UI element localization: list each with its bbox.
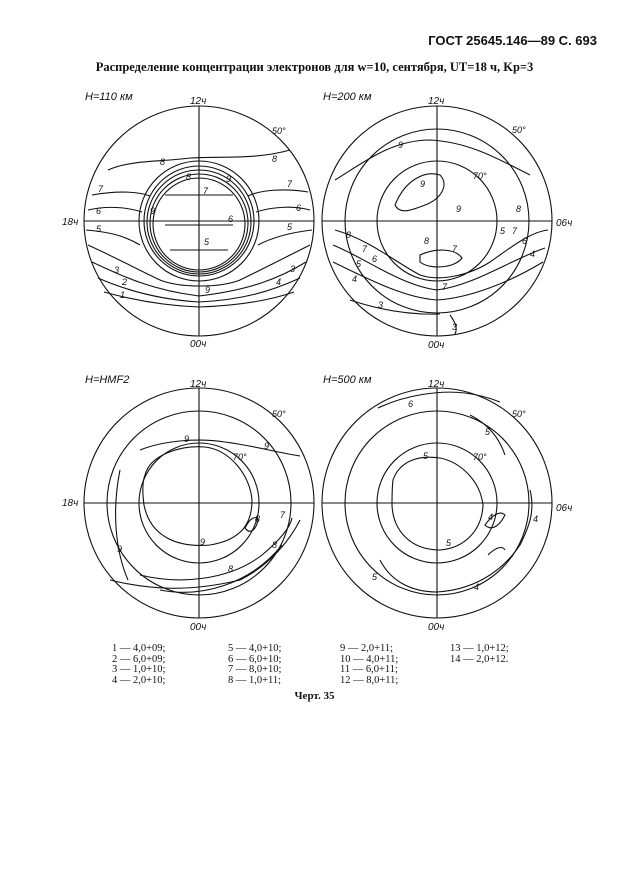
contour-label: 5: [485, 427, 491, 437]
hour-left-3: 18ч: [62, 498, 79, 509]
legend-column-3: [340, 644, 398, 686]
contour-label: 5: [500, 226, 506, 236]
contour-label: 7: [442, 282, 448, 292]
contour-label: 8: [272, 154, 278, 164]
contour-label: 2: [122, 277, 128, 287]
contour-label: 8: [160, 157, 166, 167]
contour-label: 8: [424, 236, 430, 246]
lat-inner-3: 70°: [233, 452, 247, 462]
legend-entry: 10 — 4,0+11;: [340, 653, 399, 665]
contour-label: 6: [96, 206, 102, 216]
contour-label: 5: [423, 451, 429, 461]
panel-labels: [62, 91, 572, 633]
contour-label: 6: [228, 214, 234, 224]
contour-label: 1: [120, 290, 126, 300]
legend-entry: 9 — 2,0+11;: [340, 643, 394, 654]
contour-label: 8: [228, 564, 234, 574]
hour-left-1: 18ч: [62, 217, 79, 228]
lat-outer-1: 50°: [272, 126, 286, 136]
contour-label: 8: [186, 172, 192, 182]
contour-label: 8: [272, 540, 278, 550]
height-label-4: H=500 км: [323, 374, 372, 386]
panel-500km: [322, 388, 552, 618]
legend-entry: 5 — 4,0+10;: [228, 643, 282, 654]
contour-label: 3: [290, 264, 296, 274]
contour-label: 3: [452, 322, 458, 332]
contour-label: 8: [255, 514, 261, 524]
height-label-2: H=200 км: [323, 91, 372, 103]
contour-label: 7: [280, 510, 286, 520]
contour-label: 7: [362, 244, 368, 254]
contour-label: 9: [456, 204, 462, 214]
contour-label: 5: [446, 538, 452, 548]
contour-label: 8: [346, 230, 352, 240]
contour-label: 4: [488, 512, 494, 522]
figure-caption: Черт. 35: [294, 690, 335, 702]
contour-label: 6: [372, 254, 378, 264]
contour-label: 6: [522, 236, 528, 246]
contour-label: 9: [398, 140, 404, 150]
hour-top-2: 12ч: [428, 96, 445, 107]
hour-bottom-3: 00ч: [190, 622, 207, 633]
contour-label: 9: [184, 434, 190, 444]
lat-inner-4: 70°: [473, 452, 487, 462]
hour-top-4: 12ч: [428, 379, 445, 390]
panel-200km: [322, 106, 552, 336]
contour-label: 4: [276, 277, 282, 287]
contour-label: 7: [452, 244, 458, 254]
hour-right-4: 06ч: [556, 503, 573, 514]
contour-label: 6: [296, 203, 302, 213]
height-label-1: H=110 км: [85, 91, 133, 103]
panel-hmf2: [84, 388, 314, 618]
contour-label: 7: [203, 186, 209, 196]
legend-entry: 8 — 1,0+11;: [228, 674, 282, 686]
contour-label: 4: [533, 514, 539, 524]
lat-outer-3: 50°: [272, 409, 286, 419]
hour-right-2: 06ч: [556, 218, 573, 229]
contour-label: 9: [200, 537, 206, 547]
hour-top-3: 12ч: [190, 379, 207, 390]
contour-labels: [96, 140, 538, 592]
legend-column-1: [112, 644, 165, 686]
height-label-3: H=HMF2: [85, 374, 130, 386]
contour-label: 7: [512, 226, 518, 236]
contour-label: 9: [226, 174, 232, 184]
legend-entry: 7 — 8,0+10;: [228, 664, 282, 675]
legend-entry: 1 — 4,0+09;: [112, 643, 166, 654]
contour-label: 5: [287, 222, 293, 232]
legend-entry: 12 — 8,0+11;: [340, 674, 399, 686]
legend-entry: 4 — 2,0+10;: [112, 674, 166, 686]
lat-outer-2: 50°: [512, 125, 526, 135]
legend-entry: 14 — 2,0+12.: [450, 653, 509, 665]
legend-column-2: [228, 644, 281, 686]
contour-label: 5: [356, 259, 362, 269]
contour-label: 4: [530, 249, 536, 259]
contour-label: 3: [378, 300, 384, 310]
legend-entry: 3 — 1,0+10;: [112, 664, 166, 675]
contour-label: 7: [98, 184, 104, 194]
lat-outer-4: 50°: [512, 409, 526, 419]
legend-entry: 11 — 6,0+11;: [340, 664, 398, 675]
legend-entry: 13 — 1,0+12;: [450, 643, 509, 654]
contour-label: 9: [420, 179, 426, 189]
contour-label: 9: [264, 441, 270, 451]
contour-label: 9: [150, 206, 156, 216]
contour-label: 9: [205, 285, 211, 295]
hour-bottom-2: 00ч: [428, 340, 445, 351]
contour-label: 5: [204, 237, 210, 247]
legend-entry: 2 — 6,0+09;: [112, 653, 166, 665]
contour-label: 8: [516, 204, 522, 214]
lat-inner-2: 70°: [473, 171, 487, 181]
contour-label: 9: [117, 544, 123, 554]
hour-bottom-4: 00ч: [428, 622, 445, 633]
contour-label: 7: [287, 179, 293, 189]
legend-entry: 6 — 6,0+10;: [228, 653, 282, 665]
hour-bottom-1: 00ч: [190, 339, 207, 350]
panel-110km: [84, 106, 314, 336]
figure-title: Распределение концентрации электронов для w=10, сентября, UT=18 ч, Kp=3: [95, 60, 534, 74]
contour-label: 6: [408, 399, 414, 409]
legend-column-4: [450, 644, 509, 665]
hour-top-1: 12ч: [190, 96, 207, 107]
standard-header: ГОСТ 25645.146—89 С. 693: [428, 33, 597, 48]
contour-label: 4: [474, 582, 480, 592]
contour-label: 5: [372, 572, 378, 582]
contour-label: 4: [352, 274, 358, 284]
contour-label: 3: [114, 265, 120, 275]
contour-label: 5: [96, 224, 102, 234]
